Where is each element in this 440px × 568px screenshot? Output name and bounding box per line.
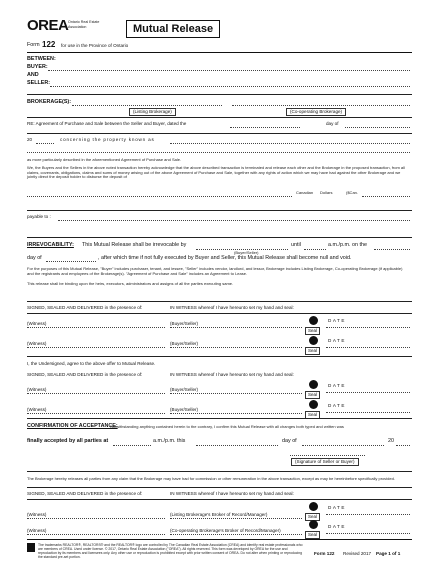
until-label: until — [291, 242, 301, 248]
in-witness-label-3: IN WITNESS whereof I have hereunto set my hand and seal: — [170, 491, 294, 496]
seal-text: Seal — [308, 328, 318, 333]
page-title: Mutual Release — [133, 23, 214, 35]
footer-page: Page 1 of 1 — [376, 551, 401, 556]
witness-sig-3[interactable] — [27, 393, 165, 394]
undersigned-text: I, the Undersigned, agree to the above offer to Mutual Release. — [27, 361, 156, 366]
seal-icon — [309, 336, 318, 345]
rule — [27, 487, 412, 488]
until-day-field[interactable] — [374, 249, 410, 250]
copyright-text: The trademarks REALTOR®, REALTORS® and the REALTOR® logo are controlled by The Canadian Real Estate Association (CREA) and identify real estate professionals who are members of CREA. Used under license. © 2017, Ontario Real Estate Association ("OREA"). All rights reserved. This form was developed by OREA for the use and reproduction by its members and licensees only. Any other use or reproduction is prohibited except with prior written consent of OREA. Do not alter when printing or reproducing the standard pre-set portion. — [38, 543, 303, 559]
witness-sig-2[interactable] — [27, 347, 165, 348]
day-of-label-2: day of — [27, 255, 42, 261]
signed-sealed-label-2: SIGNED, SEALED AND DELIVERED in the presence of: — [27, 372, 143, 377]
listing-broker-caption: (Listing Brokerage's Broker of Record/Manager) — [170, 512, 268, 517]
agreement-year-field[interactable] — [36, 143, 54, 144]
seal-label — [305, 347, 320, 355]
confirmation-text: Notwithstanding anything contained herein to the contrary, I confirm this Mutual Release with all changes both typed and written was — [110, 424, 344, 429]
cooperating-brokerage-field[interactable] — [232, 105, 410, 106]
in-witness-label: IN WITNESS whereof I have hereunto set my hand and seal: — [170, 305, 294, 310]
date-field-4[interactable] — [326, 412, 410, 413]
seal-label — [305, 391, 320, 399]
confirmation-signature-caption — [291, 458, 359, 466]
finally-accepted-text: finally accepted by all parties at — [27, 438, 109, 444]
logo-text: OREA — [27, 17, 69, 34]
payable-to-label: payable to : — [27, 214, 51, 219]
witness-sig-5[interactable] — [27, 518, 165, 519]
rule — [27, 94, 412, 95]
definitions-text: For the purposes of this Mutual Release, "Buyer" includes purchaser, tenant, and lessee, "Seller" includes vendor, landlord, and lessor, Brokerage includes Listing Brokerage, Co-operating Brokerage (if applicable) and the registrants and employees of the Brokerage(s). "Agreement of Purchase and Sale" includes an Agreement to Lease. — [27, 266, 403, 276]
seal-icon — [309, 380, 318, 389]
date-field-3[interactable] — [326, 392, 410, 393]
buyer-seller-caption: (Buyer/Seller) — [234, 250, 259, 255]
signed-sealed-label-3: SIGNED, SEALED AND DELIVERED in the presence of: — [27, 491, 143, 496]
form-label: Form — [27, 42, 40, 48]
re-agreement-text: RE: Agreement of Purchase and Sale between the Seller and Buyer, dated the — [27, 121, 187, 126]
deposit-amount-field[interactable] — [27, 196, 292, 197]
confirmation-signature-caption-text: (Signature of Seller or Buyer) — [295, 459, 355, 464]
ampm-this-label: a.m./p.m. this — [153, 438, 186, 444]
seal-text: Seal — [308, 514, 318, 519]
accepted-time-field[interactable] — [113, 445, 151, 446]
confirmation-signature-field[interactable] — [290, 455, 365, 456]
listing-broker-sig[interactable] — [170, 518, 302, 519]
footer-form-label: Form 122 — [314, 551, 335, 556]
witness-caption-2: (Witness) — [27, 341, 47, 346]
accepted-day-field[interactable] — [196, 445, 278, 446]
witness-caption-1: (Witness) — [27, 321, 47, 326]
buyer-seller-caption-4: (Buyer/Seller) — [170, 407, 199, 412]
witness-caption-4: (Witness) — [27, 407, 47, 412]
brokerage-release-text: The Brokerage hereby releases all parties from any claim that the Brokerage may have had for commission or other remuneration in the above transaction, except as may be hereinbefore specifically provided. — [27, 476, 395, 481]
agreement-date-field[interactable] — [230, 127, 300, 128]
seller-label: SELLER: — [27, 80, 51, 86]
rule — [27, 471, 412, 472]
footer-revised: Revised 2017 — [343, 551, 372, 556]
rule — [27, 210, 412, 211]
canadian-label: Canadian — [296, 190, 314, 195]
and-label: AND — [27, 72, 39, 78]
listing-brokerage-caption — [129, 108, 176, 116]
witness-caption-3: (Witness) — [27, 387, 47, 392]
buyer-seller-sig-1[interactable] — [170, 327, 302, 328]
in-witness-label-2: IN WITNESS whereof I have hereunto set my hand and seal: — [170, 372, 294, 377]
buyer-seller-sig-2[interactable] — [170, 347, 302, 348]
seal-text: Seal — [308, 412, 318, 417]
day-of-label: day of — [326, 121, 339, 126]
irrevocability-text: This Mutual Release shall be irrevocable by — [82, 242, 187, 248]
header-rule — [27, 52, 412, 53]
year-label: 20 — [388, 438, 394, 444]
witness-sig-4[interactable] — [27, 413, 165, 414]
buyer-seller-sig-3[interactable] — [170, 393, 302, 394]
rule — [27, 133, 412, 134]
seal-icon — [309, 400, 318, 409]
can-dollar-label: ($Can. — [346, 190, 359, 195]
seal-icon — [309, 502, 318, 511]
logo-subtitle: Ontario Real Estate Association — [68, 20, 100, 29]
date-label: DATE — [328, 505, 346, 510]
until-month-field[interactable] — [46, 261, 96, 262]
rule — [27, 301, 412, 302]
rule — [27, 499, 412, 500]
rule — [27, 313, 412, 314]
property-field-2[interactable] — [27, 152, 410, 153]
form-number: 122 — [42, 40, 56, 49]
date-field-6[interactable] — [326, 533, 410, 534]
buyer-seller-caption-1: (Buyer/Seller) — [170, 321, 199, 326]
rule — [27, 418, 412, 419]
seal-label — [305, 531, 320, 539]
orea-logo — [27, 16, 107, 38]
release-paragraph: We, the Buyers and the Sellers in the above noted transaction hereby acknowledge that the above described transaction is terminated and release each other and the Brokerage in the proposed transaction, from all claims, covenants, obligations, claims and sums of money arising out of the above Agreement of Purchase and Sale, together with any rights of action which we may have had against the other Brokerage and we jointly direct the deposit holder to disburse the deposit of — [27, 165, 405, 180]
date-label: DATE — [328, 338, 346, 343]
seal-icon — [309, 520, 318, 529]
day-of-label-3: day of — [282, 438, 297, 444]
form-note: for use in the Province of Ontario — [61, 43, 129, 48]
witness-sig-6[interactable] — [27, 534, 165, 535]
concerning-text: concerning the property known as — [60, 137, 155, 142]
date-label: DATE — [328, 318, 346, 323]
date-field-5[interactable] — [326, 514, 410, 515]
ampm-on-label: a.m./p.m. on the — [328, 242, 367, 248]
until-time-field[interactable] — [304, 249, 326, 250]
accepted-year-field[interactable] — [396, 445, 410, 446]
date-label: DATE — [328, 383, 346, 388]
date-field-2[interactable] — [326, 347, 410, 348]
deposit-figure-field[interactable] — [362, 196, 410, 197]
seal-label — [305, 327, 320, 335]
cooperating-brokerage-caption-text: (Co-operating Brokerage) — [290, 109, 343, 114]
rule — [27, 237, 412, 238]
seal-text: Seal — [308, 392, 318, 397]
listing-brokerage-field[interactable] — [72, 105, 222, 106]
buyer-label: BUYER: — [27, 64, 48, 70]
rule — [27, 539, 412, 540]
confirmation-label: CONFIRMATION OF ACCEPTANCE: — [27, 423, 118, 429]
described-text: as more particularly described in the aforementioned Agreement of Purchase and Sale. — [27, 157, 182, 162]
buyer-field[interactable] — [48, 70, 410, 71]
year-prefix: 20 — [27, 137, 33, 142]
payable-to-field[interactable] — [58, 220, 410, 221]
date-field-1[interactable] — [326, 327, 410, 328]
agreement-month-field[interactable] — [345, 127, 410, 128]
buyer-seller-sig-4[interactable] — [170, 413, 302, 414]
date-label: DATE — [328, 403, 346, 408]
brokerages-label: BROKERAGE(S): — [27, 99, 72, 105]
dollars-label: Dollars — [320, 190, 333, 195]
buyer-seller-caption-2: (Buyer/Seller) — [170, 341, 199, 346]
realtor-logo — [27, 543, 35, 552]
between-label: BETWEEN: — [27, 56, 56, 62]
seller-field[interactable] — [50, 86, 410, 87]
witness-caption-5: (Witness) — [27, 512, 47, 517]
rule — [27, 117, 412, 118]
seal-text: Seal — [308, 348, 318, 353]
cooperating-broker-caption: (Co-operating Brokerage's Broker of Record/Manager) — [170, 528, 281, 533]
cooperating-broker-sig[interactable] — [170, 534, 302, 535]
listing-brokerage-caption-text: (Listing Brokerage) — [133, 109, 172, 114]
seal-text: Seal — [308, 532, 318, 537]
property-field[interactable] — [170, 143, 410, 144]
rule — [27, 356, 412, 357]
title-box — [126, 20, 220, 38]
buyer-seller-caption-3: (Buyer/Seller) — [170, 387, 199, 392]
signed-sealed-label: SIGNED, SEALED AND DELIVERED in the presence of: — [27, 305, 143, 310]
after-text: , after which time if not fully executed by Buyer and Seller, this Mutual Release shall become null and void. — [98, 255, 352, 261]
binding-text: This release shall be binding upon the heirs, executors, administrators and assigns of all the parties executing same. — [27, 281, 234, 286]
cooperating-brokerage-caption — [286, 108, 346, 116]
seal-icon — [309, 316, 318, 325]
accepted-month-field[interactable] — [302, 445, 384, 446]
date-label: DATE — [328, 524, 346, 529]
witness-caption-6: (Witness) — [27, 528, 47, 533]
irrevocability-label: IRREVOCABILITY: — [27, 242, 74, 248]
witness-sig-1[interactable] — [27, 327, 165, 328]
